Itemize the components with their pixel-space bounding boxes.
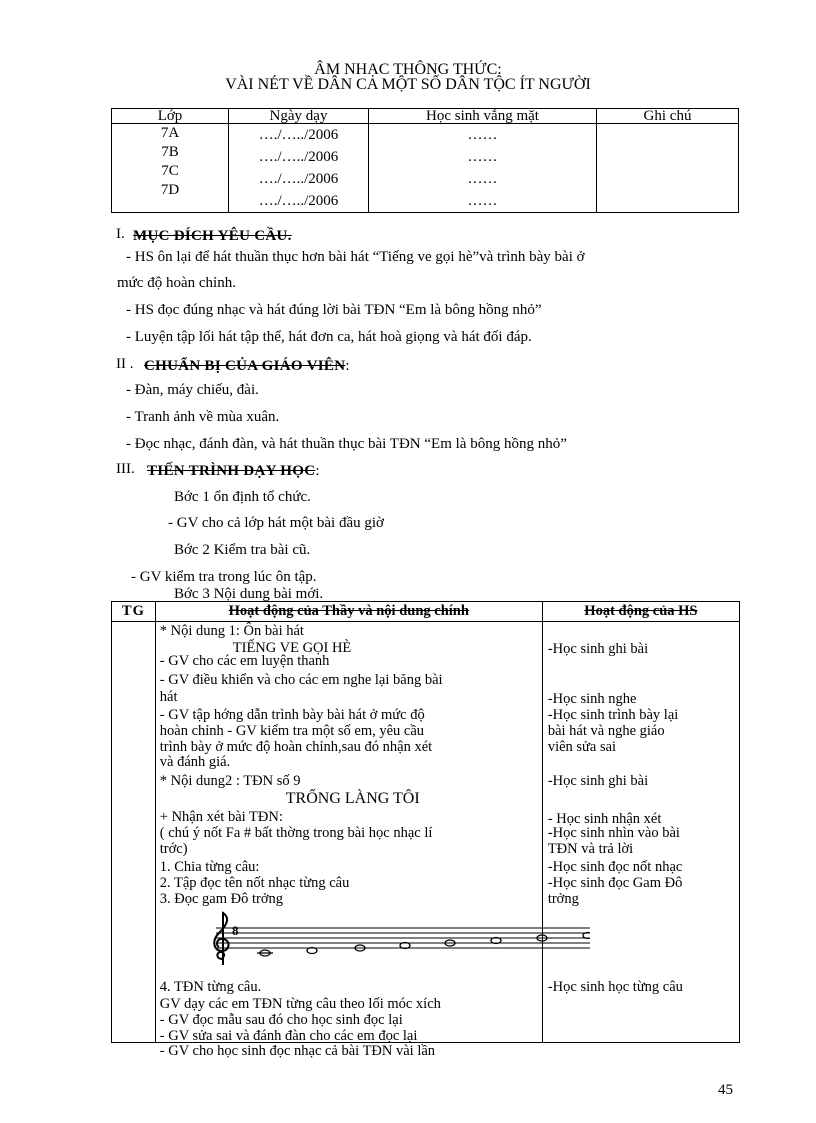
header-date: Ngày dạy — [229, 109, 369, 124]
teacher-line: và đánh giá. — [159, 754, 231, 770]
student-line: -Học sinh trình bày lại — [547, 707, 679, 723]
student-line: trởng — [547, 891, 579, 907]
date-item: …./…../2006 — [258, 193, 339, 209]
note-cell — [597, 124, 739, 213]
teacher-line: - GV sửa sai và đánh đàn cho các em đọc lại — [159, 1028, 418, 1044]
title-line-1: ÂM NHẠC THÔNG THỨC: — [314, 61, 502, 78]
student-cell — [542, 622, 739, 1043]
teacher-line: hát — [159, 689, 178, 705]
header-absent: Học sinh vắng mặt — [369, 109, 597, 124]
step-line: Bớc 3 Nội dung bài mới. — [174, 586, 324, 602]
section2-line: - Đọc nhạc, đánh đàn, và hát thuần thục bài TĐN “Em là bông hồng nhỏ” — [126, 436, 567, 452]
header-student: Hoạt động của HS — [542, 602, 739, 622]
class-item: 7B — [161, 144, 179, 160]
header-time: TG — [112, 602, 156, 622]
date-list — [229, 124, 369, 213]
header-note: Ghi chú — [597, 109, 739, 124]
attendance-header-row — [112, 109, 739, 124]
section3-colon: : — [315, 463, 320, 479]
teacher-line: ( chú ý nốt Fa # bất thờng trong bài học nhạc lí — [159, 825, 433, 841]
step-line: Bớc 1 ổn định tổ chức. — [174, 489, 311, 505]
section2-colon: : — [345, 358, 350, 374]
teacher-line: - GV cho các em luyện thanh — [159, 653, 330, 669]
student-line: TĐN và trả lời — [547, 841, 634, 857]
teacher-line: - GV điều khiển và cho các em nghe lại băng bài — [159, 672, 443, 688]
section2-line: - Tranh ảnh về mùa xuân. — [126, 409, 280, 425]
section1-line: - HS đọc đúng nhạc và hát đúng lời bài TĐN “Em là bông hồng nhỏ” — [126, 302, 542, 318]
student-line: -Học sinh nghe — [547, 691, 637, 707]
song-title: TIẾNG VE GỌI HÈ — [232, 640, 352, 656]
teacher-line: GV dạy các em TĐN từng câu theo lối móc xích — [159, 996, 441, 1012]
section1-line: mức độ hoàn chỉnh. — [117, 275, 236, 291]
student-line: -Học sinh đọc Gam Đô — [547, 875, 683, 891]
teacher-line: trớc) — [159, 841, 188, 857]
section1-line: - Luyện tập lối hát tập thể, hát đơn ca, hát hoà giọng và hát đối đáp. — [126, 329, 532, 345]
class-list — [112, 124, 229, 213]
section2-heading: CHUẨN BỊ CỦA GIÁO VIÊN — [144, 358, 346, 374]
student-line: -Học sinh nhìn vào bài — [547, 825, 680, 841]
absent-item: …… — [467, 149, 498, 165]
teacher-line: + Nhận xét bài TĐN: — [159, 809, 283, 825]
student-line: bài hát và nghe giáo — [547, 723, 665, 739]
class-item: 7A — [160, 125, 180, 141]
section2-roman: II . — [116, 356, 134, 372]
absent-item: …… — [467, 127, 498, 143]
date-item: …./…../2006 — [258, 171, 339, 187]
absent-item: …… — [467, 193, 498, 209]
student-line: -Học sinh đọc nốt nhạc — [547, 859, 683, 875]
section3-roman: III. — [116, 461, 135, 477]
teacher-line: hoàn chỉnh - GV kiểm tra một số em, yêu cầu — [159, 723, 425, 739]
attendance-table — [111, 108, 739, 213]
section1-line: - HS ôn lại để hát thuần thục hơn bài hát “Tiếng ve gọi hè”và trình bày bài ở — [126, 249, 585, 265]
time-cell — [112, 622, 156, 1043]
teacher-line: 4. TĐN từng câu. — [159, 979, 262, 995]
teacher-line: 1. Chia từng câu: — [159, 859, 260, 875]
activity-header-row — [112, 602, 740, 622]
absent-item: …… — [467, 171, 498, 187]
teacher-line: 2. Tập đọc tên nốt nhạc từng câu — [159, 875, 350, 891]
time-signature: 8 — [231, 923, 239, 938]
activity-body-row — [112, 622, 740, 1043]
exercise-title: TRỐNG LÀNG TÔI — [285, 790, 420, 807]
student-line: viên sửa sai — [547, 739, 617, 755]
header-class: Lớp — [112, 109, 229, 124]
section3-heading-wrap — [147, 463, 320, 480]
teacher-cell — [155, 622, 542, 1059]
section3-heading: TIẾN TRÌNH DẠY HỌC — [147, 463, 316, 479]
section2-heading-wrap — [144, 358, 350, 375]
teacher-line: - GV tập hớng dẫn trình bày bài hát ở mức độ — [159, 707, 425, 723]
student-line: -Học sinh ghi bài — [547, 773, 649, 789]
class-item: 7C — [161, 163, 179, 179]
section1-roman: I. — [116, 226, 125, 242]
teacher-line: * Nội dung 1: Ôn bài hát — [159, 623, 304, 639]
class-item: 7D — [160, 182, 180, 198]
page-number: 45 — [718, 1082, 733, 1098]
date-item: …./…../2006 — [258, 127, 339, 143]
section2-line: - Đàn, máy chiếu, đài. — [126, 382, 259, 398]
step-line: - GV cho cả lớp hát một bài đầu giờ — [168, 515, 384, 531]
teacher-line: - GV đọc mẫu sau đó cho học sinh đọc lại — [159, 1012, 403, 1028]
teacher-line: 3. Đọc gam Đô trởng — [159, 891, 284, 907]
step-line: - GV kiểm tra trong lúc ôn tập. — [131, 569, 317, 585]
student-line: - Học sinh nhận xét — [547, 811, 662, 827]
attendance-body-row — [112, 124, 739, 213]
step-line: Bớc 2 Kiểm tra bài cũ. — [174, 542, 311, 558]
section1-heading: MỤC ĐÍCH YÊU CẦU. — [133, 228, 292, 244]
activity-table — [111, 601, 740, 1059]
c-major-scale-staff — [202, 907, 590, 965]
teacher-line: trình bày ở mức độ hoàn chỉnh,sau đó nhận xét — [159, 739, 433, 755]
treble-clef-icon — [214, 913, 228, 965]
student-line: -Học sinh ghi bài — [547, 641, 649, 657]
header-teacher: Hoạt động của Thầy và nội dung chính — [155, 602, 542, 622]
student-line: -Học sinh học từng câu — [547, 979, 683, 995]
date-item: …./…../2006 — [258, 149, 339, 165]
teacher-line: * Nội dung2 : TĐN số 9 — [159, 773, 301, 789]
teacher-line: - GV cho học sinh đọc nhạc cả bài TĐN vài lần — [159, 1043, 436, 1059]
absent-list — [369, 124, 597, 213]
title-line-2: VÀI NÉT VỀ DÂN CA MỘT SỐ DÂN TỘC ÍT NGƯỜI — [225, 76, 591, 93]
